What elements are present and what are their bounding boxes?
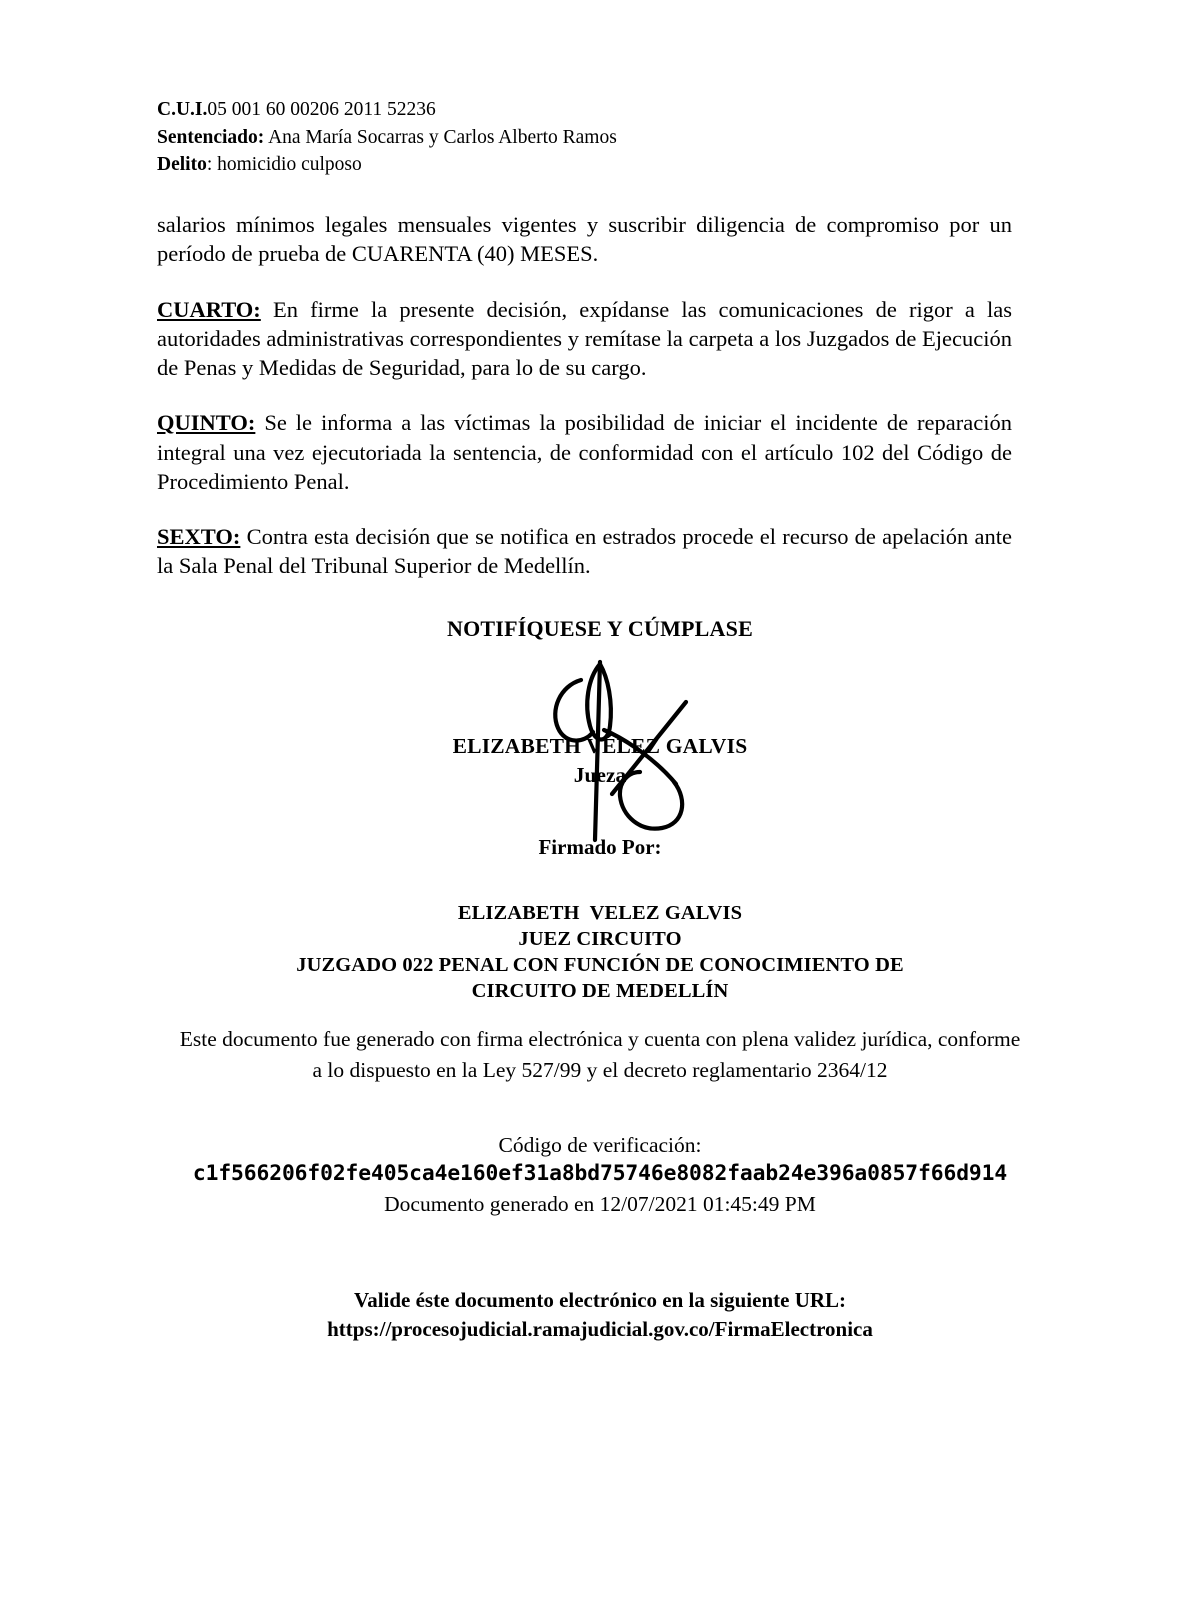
signature-name-block xyxy=(0,734,1200,788)
sentenced-line xyxy=(157,124,1017,152)
paragraph-text-cuarto: En firme la presente decisión, expídanse las comunicaciones de rigor a las autoridades administrativas correspondientes y remítase la carpeta a los Juzgados de Ejecución de Penas y Medidas de Seguridad, para lo de su cargo. xyxy=(157,296,1012,380)
electronic-signature-notice: Este documento fue generado con firma electrónica y cuenta con plena validez jurídica, conforme a lo dispuesto en la Ley 527/99 y el decreto reglamentario 2364/12 xyxy=(179,1027,1021,1082)
paragraph-quinto xyxy=(157,408,1012,496)
document-header xyxy=(157,96,1017,179)
cui-label: C.U.I. xyxy=(157,99,208,120)
paragraph-sexto xyxy=(157,522,1012,581)
paragraph-lead-quinto: QUINTO: xyxy=(157,410,256,436)
validation-url-heading: Valide éste documento electrónico en la siguiente URL: xyxy=(353,1288,847,1312)
cui-line xyxy=(157,96,1017,124)
offense-value: : homicidio culposo xyxy=(206,154,362,176)
offense-line xyxy=(157,151,1017,179)
paragraph-cuarto xyxy=(157,295,1012,383)
signed-by-label: Firmado Por: xyxy=(538,835,662,859)
continuation-paragraph: salarios mínimos legales mensuales vigentes y suscribir diligencia de compromiso por un período de prueba de CUARENTA (40) MESES. xyxy=(157,212,1012,267)
generated-timestamp: Documento generado en 12/07/2021 01:45:49 PM xyxy=(384,1192,816,1217)
signer-court-line-1: JUZGADO 022 PENAL CON FUNCIÓN DE CONOCIMIENTO DE xyxy=(296,954,904,976)
verification-block xyxy=(150,1133,1050,1217)
paragraph-text-quinto: Se le informa a las víctimas la posibilidad de iniciar el incidente de reparación integral una vez ejecutoriada la sentencia, de conformidad con el artículo 102 del Código de Procedimiento Penal. xyxy=(157,410,1012,494)
validation-url-block xyxy=(150,1288,1050,1342)
sentenced-label: Sentenciado: xyxy=(157,126,265,148)
signer-court-line-2: CIRCUITO DE MEDELLÍN xyxy=(471,980,729,1002)
judge-role: Jueza xyxy=(573,763,627,787)
paragraph-text-sexto: Contra esta decisión que se notifica en estrados procede el recurso de apelación ante la Sala Penal del Tribunal Superior de Medellín. xyxy=(157,524,1012,579)
sentenced-value: Ana María Socarras y Carlos Alberto Ramos xyxy=(268,126,617,148)
signed-by-block xyxy=(0,835,1200,1006)
paragraph-lead-cuarto: CUARTO: xyxy=(157,296,261,322)
signer-name: ELIZABETH VELEZ GALVIS xyxy=(457,902,743,924)
verification-code-label: Código de verificación: xyxy=(498,1133,702,1157)
verification-code-value: c1f566206f02fe405ca4e160ef31a8bd75746e8082faab24e396a0857f66d914 xyxy=(192,1161,1008,1186)
document-body xyxy=(157,210,1012,581)
signer-title: JUEZ CIRCUITO xyxy=(518,928,682,950)
validation-url-link[interactable]: https://procesojudicial.ramajudicial.gov.co/FirmaElectronica xyxy=(327,1317,873,1341)
paragraph-lead-sexto: SEXTO: xyxy=(157,524,241,549)
cui-value: 05 001 60 00206 2011 52236 xyxy=(207,99,436,120)
offense-label: Delito xyxy=(157,154,207,176)
judge-name: ELIZABETH VÉLEZ GALVIS xyxy=(452,734,748,758)
notify-heading: NOTIFÍQUESE Y CÚMPLASE xyxy=(447,616,753,641)
signature-region xyxy=(0,616,1200,788)
